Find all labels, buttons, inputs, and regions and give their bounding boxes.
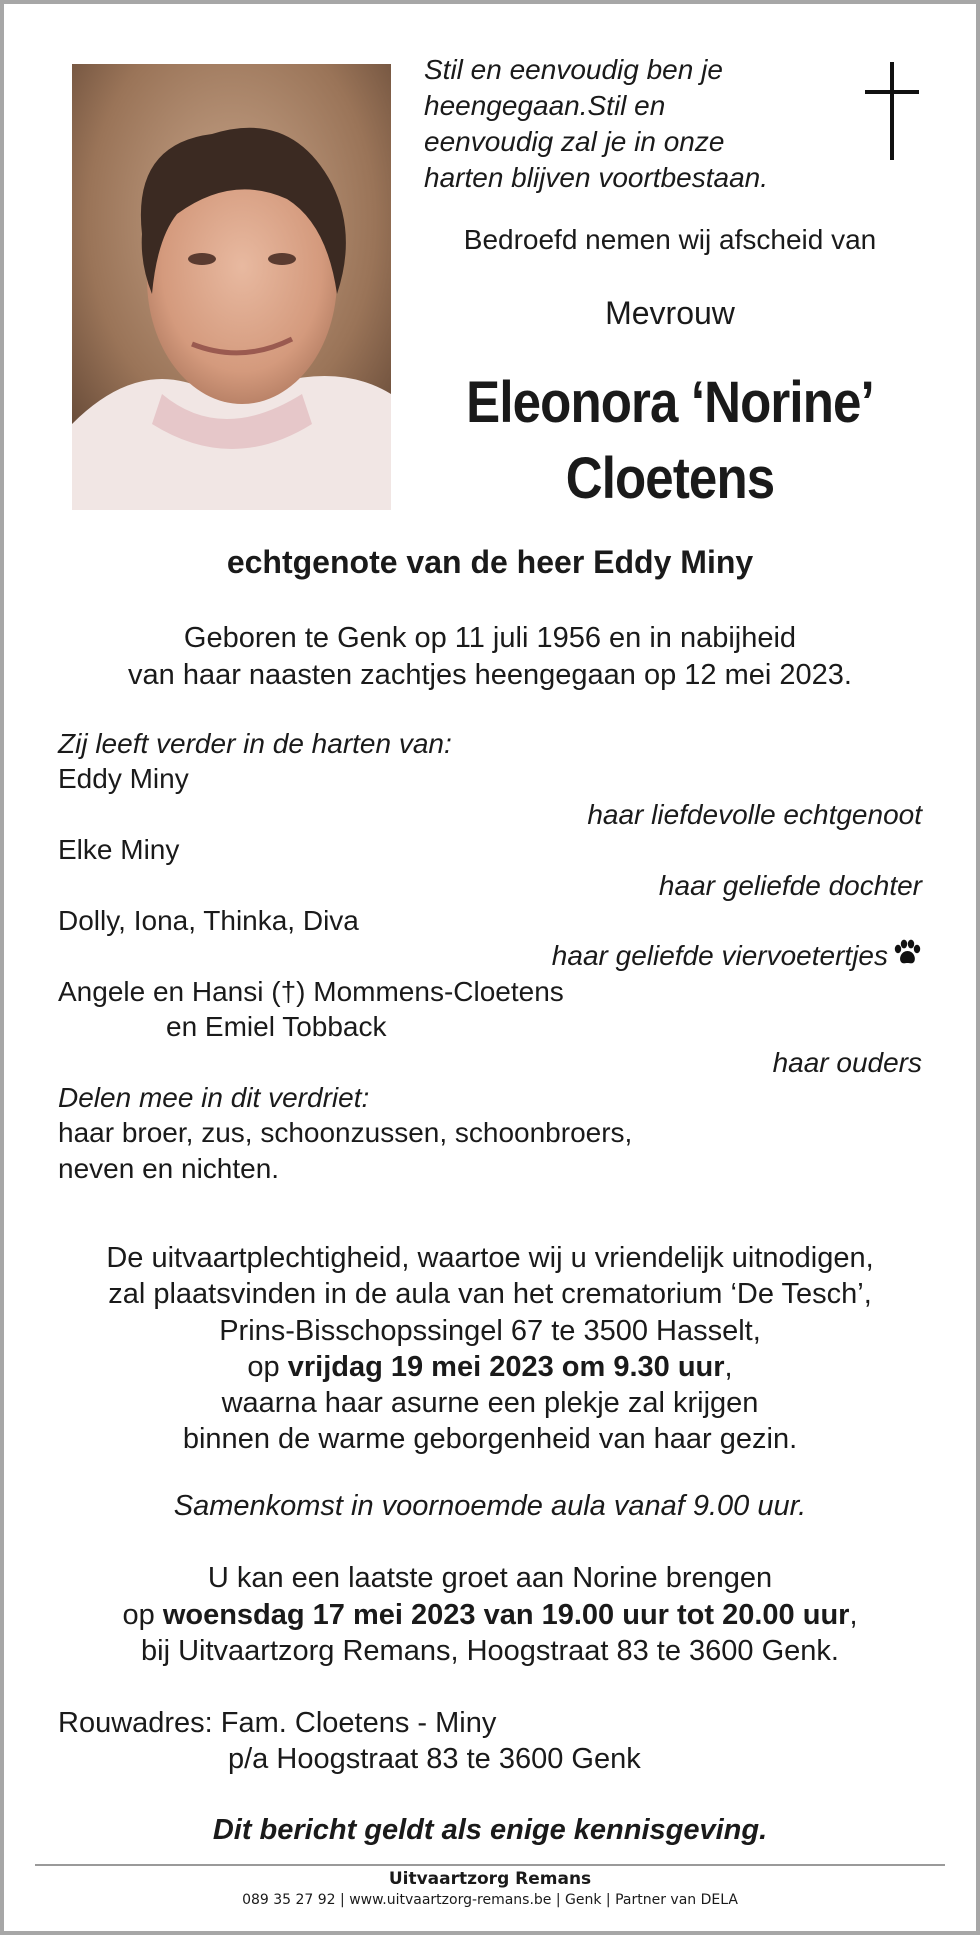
poem-line: heengegaan.Stil en <box>424 90 666 121</box>
visitation-text <box>0 1560 980 1670</box>
gathering-text: Samenkomst in voornoemde aula vanaf 9.00 uur. <box>173 1490 807 1522</box>
poem-line: Stil en eenvoudig ben je <box>424 54 723 85</box>
paw-icon <box>892 939 922 967</box>
visit-date-suffix: , <box>849 1598 858 1631</box>
survivor-name: Dolly, Iona, Thinka, Diva <box>58 905 359 937</box>
ceremony-text <box>0 1240 980 1458</box>
survivor-relation: haar liefdevolle echtgenoot <box>587 798 922 830</box>
intro-text: Bedroefd nemen wij afscheid van <box>463 224 877 255</box>
footer-contact: 089 35 27 92 | www.uitvaartzorg-remans.be | Genk | Partner van DELA <box>242 1892 738 1908</box>
born-line: van haar naasten zachtjes heengegaan op 12 mei 2023. <box>128 659 852 691</box>
share-line: haar broer, zus, schoonzussen, schoonbroers, <box>58 1117 633 1149</box>
survivors-heading: Zij leeft verder in de harten van: <box>58 728 452 759</box>
ceremony-line: waarna haar asurne een plekje zal krijgen <box>221 1387 759 1420</box>
born-line: Geboren te Genk op 11 juli 1956 en in nabijheid <box>183 622 797 654</box>
visit-date: woensdag 17 mei 2023 van 19.00 uur tot 20.00 uur <box>162 1598 850 1631</box>
ceremony-date: vrijdag 19 mei 2023 om 9.30 uur <box>287 1350 725 1383</box>
mourning-address <box>58 1705 918 1777</box>
share-line: neven en nichten. <box>58 1152 280 1184</box>
visit-date-prefix: op <box>122 1598 163 1631</box>
ceremony-line: Prins-Bisschopssingel 67 te 3500 Hasselt, <box>219 1314 761 1347</box>
ceremony-date-suffix: , <box>724 1350 733 1383</box>
survivor-name: Angele en Hansi (†) Mommens-Cloetens <box>58 975 564 1007</box>
ceremony-line: binnen de warme geborgenheid van haar gezin. <box>182 1423 798 1456</box>
ceremony-date-line <box>0 1349 980 1385</box>
visit-line: bij Uitvaartzorg Remans, Hoogstraat 83 te 3600 Genk. <box>141 1635 839 1667</box>
survivor-relation: haar geliefde viervoetertjes <box>551 940 888 972</box>
footer-company: Uitvaartzorg Remans <box>388 1869 592 1889</box>
share-heading: Delen mee in dit verdriet: <box>58 1082 370 1114</box>
address-line: Rouwadres: Fam. Cloetens - Miny <box>58 1707 497 1739</box>
poem-line: harten blijven voortbestaan. <box>424 162 768 193</box>
portrait-photo <box>72 64 391 510</box>
ceremony-line: De uitvaartplechtigheid, waartoe wij u vriendelijk uitnodigen, <box>106 1242 874 1274</box>
notice-text: Dit bericht geldt als enige kennisgeving. <box>212 1814 768 1846</box>
poem-line: eenvoudig zal je in onze <box>424 126 725 157</box>
cross-icon <box>865 62 919 160</box>
survivor-relation-row <box>58 938 922 973</box>
address-line: p/a Hoogstraat 83 te 3600 Genk <box>228 1743 641 1775</box>
visit-date-line <box>0 1597 980 1634</box>
deceased-name <box>432 365 907 517</box>
survivor-name: Eddy Miny <box>58 763 189 795</box>
birth-death-text <box>0 620 980 694</box>
survivor-name-cont: en Emiel Tobback <box>166 1011 387 1043</box>
visit-line: U kan een laatste groet aan Norine brengen <box>207 1562 773 1594</box>
survivor-relation: haar geliefde dochter <box>658 869 922 901</box>
spouse-line: echtgenote van de heer Eddy Miny <box>226 544 754 580</box>
honorific: Mevrouw <box>605 295 735 331</box>
ceremony-date-prefix: op <box>247 1350 288 1383</box>
survivor-relation: haar ouders <box>772 1046 922 1078</box>
survivor-name: Elke Miny <box>58 834 180 866</box>
ceremony-line: zal plaatsvinden in de aula van het crematorium ‘De Tesch’, <box>108 1278 872 1311</box>
name-line: Eleonora ‘Norine’ <box>466 370 874 435</box>
memorial-poem <box>424 52 824 196</box>
survivors-list <box>58 726 922 1186</box>
footer-divider <box>35 1864 945 1866</box>
name-line: Cloetens <box>565 446 775 511</box>
